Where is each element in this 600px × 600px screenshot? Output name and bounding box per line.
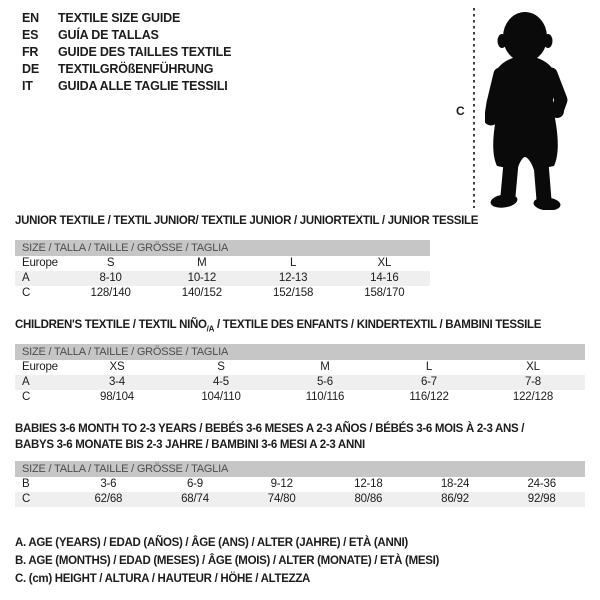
table-cell: 92/98 (527, 493, 556, 505)
table-cell: 62/68 (94, 493, 123, 505)
lang-code: EN (22, 10, 39, 25)
table-cell: 104/110 (201, 391, 241, 403)
height-label-c: C (456, 104, 465, 118)
row-label: B (22, 478, 30, 490)
section-title-babies-line1: BABIES 3-6 MONTH TO 2-3 YEARS / BEBÉS 3-6 MESES A 2-3 AÑOS / BÉBÉS 3-6 MOIS À 2-3 ANS / (15, 423, 525, 435)
size-header-bar: SIZE / TALLA / TAILLE / GRÖSSE / TAGLIA (15, 240, 430, 256)
language-list (22, 9, 231, 94)
table-cell: 116/122 (409, 391, 449, 403)
table-cell: 74/80 (267, 493, 296, 505)
table-body (15, 477, 585, 507)
table-cell: S (106, 257, 115, 269)
baby-head (503, 12, 547, 62)
table-row (15, 477, 585, 492)
table-row (15, 286, 430, 301)
lang-label: TEXTILE SIZE GUIDE (58, 10, 181, 25)
table-cell: M (197, 257, 207, 269)
height-measure-line (472, 8, 476, 208)
title-subscript: /A (206, 324, 215, 334)
title-text: CHILDREN'S TEXTILE / TEXTIL NIÑO (15, 319, 207, 331)
table-cell: 8-10 (99, 272, 122, 284)
lang-label: GUIDE DES TAILLES TEXTILE (58, 44, 232, 59)
legend-notes (15, 534, 439, 588)
note-c: C. (cm) HEIGHT / ALTURA / HAUTEUR / HÖHE / ALTEZZA (15, 573, 311, 585)
table-cell: 98/104 (100, 391, 134, 403)
lang-row-de (22, 60, 231, 77)
note-a: A. AGE (YEARS) / EDAD (AÑOS) / ÂGE (ANS) / ALTER (JAHRE) / ETÀ (ANNI) (15, 537, 408, 549)
table-cell: 140/152 (181, 287, 222, 299)
row-label: Europe (22, 257, 58, 269)
table-cell: XS (109, 361, 125, 373)
table-row (15, 390, 585, 405)
row-label: C (22, 493, 31, 505)
lang-row-es (22, 26, 231, 43)
size-header-bar: SIZE / TALLA / TAILLE / GRÖSSE / TAGLIA (15, 461, 585, 477)
lang-label: GUIDA ALLE TAGLIE TESSILI (58, 78, 228, 93)
note-b: B. AGE (MONTHS) / EDAD (MESES) / ÂGE (MOIS) / ALTER (MONATE) / ETÀ (MESI) (15, 555, 440, 567)
lang-row-en (22, 9, 231, 26)
table-row (15, 375, 585, 390)
table-cell: XL (526, 361, 540, 373)
lang-row-fr (22, 43, 231, 60)
baby-silhouette (485, 8, 580, 210)
children-size-table (15, 344, 585, 405)
section-title-junior: JUNIOR TEXTILE / TEXTIL JUNIOR/ TEXTILE JUNIOR / JUNIORTEXTIL / JUNIOR TESSILE (15, 215, 479, 227)
lang-code: FR (22, 44, 39, 59)
table-cell: 3-6 (100, 478, 117, 490)
table-cell: 7-8 (524, 376, 542, 388)
table-row (15, 492, 585, 507)
table-cell: 68/74 (181, 493, 209, 505)
title-text: / TEXTILE DES ENFANTS / KINDERTEXTIL / BAMBINI TESSILE (214, 319, 542, 331)
row-label: C (22, 391, 31, 403)
table-cell: 110/116 (305, 391, 345, 403)
table-body (15, 360, 585, 405)
table-body (15, 256, 430, 301)
table-cell: 14-16 (370, 272, 399, 284)
table-cell: 9-12 (270, 478, 293, 490)
table-cell: S (217, 361, 225, 373)
lang-row-it (22, 77, 231, 94)
size-header-bar: SIZE / TALLA / TAILLE / GRÖSSE / TAGLIA (15, 344, 585, 360)
table-cell: 128/140 (90, 287, 131, 299)
table-cell: L (290, 257, 297, 269)
row-label: C (22, 287, 31, 299)
table-cell: XL (377, 257, 392, 269)
table-cell: 158/170 (364, 287, 405, 299)
section-title-children (15, 319, 541, 333)
lang-code: DE (22, 61, 39, 76)
table-cell: 122/128 (512, 391, 554, 403)
table-cell: 24-36 (527, 478, 556, 490)
table-cell: M (320, 361, 330, 373)
lang-label: GUÍA DE TALLAS (58, 27, 159, 42)
section-title-babies-line2: BABYS 3-6 MONATE BIS 2-3 JAHRE / BAMBINI 3-6 MESI A 2-3 ANNI (15, 439, 365, 451)
table-cell: 12-18 (354, 478, 383, 490)
row-label: A (22, 272, 30, 284)
table-cell: 18-24 (440, 478, 470, 490)
table-cell: 152/158 (273, 287, 314, 299)
table-row (15, 360, 585, 375)
lang-label: TEXTILGRÖßENFÜHRUNG (58, 61, 214, 76)
table-cell: 4-5 (212, 376, 230, 388)
table-cell: 12-13 (278, 272, 308, 284)
table-cell: 6-9 (186, 478, 204, 490)
row-label: Europe (22, 361, 58, 373)
babies-size-table (15, 461, 585, 507)
table-cell: 6-7 (420, 376, 438, 388)
table-cell: 80/86 (354, 493, 383, 505)
table-cell: 3-4 (108, 376, 126, 388)
table-row (15, 271, 430, 286)
table-row (15, 256, 430, 271)
table-cell: L (425, 361, 433, 373)
table-cell: 5-6 (316, 376, 334, 388)
lang-code: IT (22, 78, 33, 93)
lang-code: ES (22, 27, 39, 42)
table-cell: 10-12 (187, 272, 217, 284)
junior-size-table (15, 240, 430, 301)
row-label: A (22, 376, 30, 388)
table-cell: 86/92 (441, 493, 469, 505)
